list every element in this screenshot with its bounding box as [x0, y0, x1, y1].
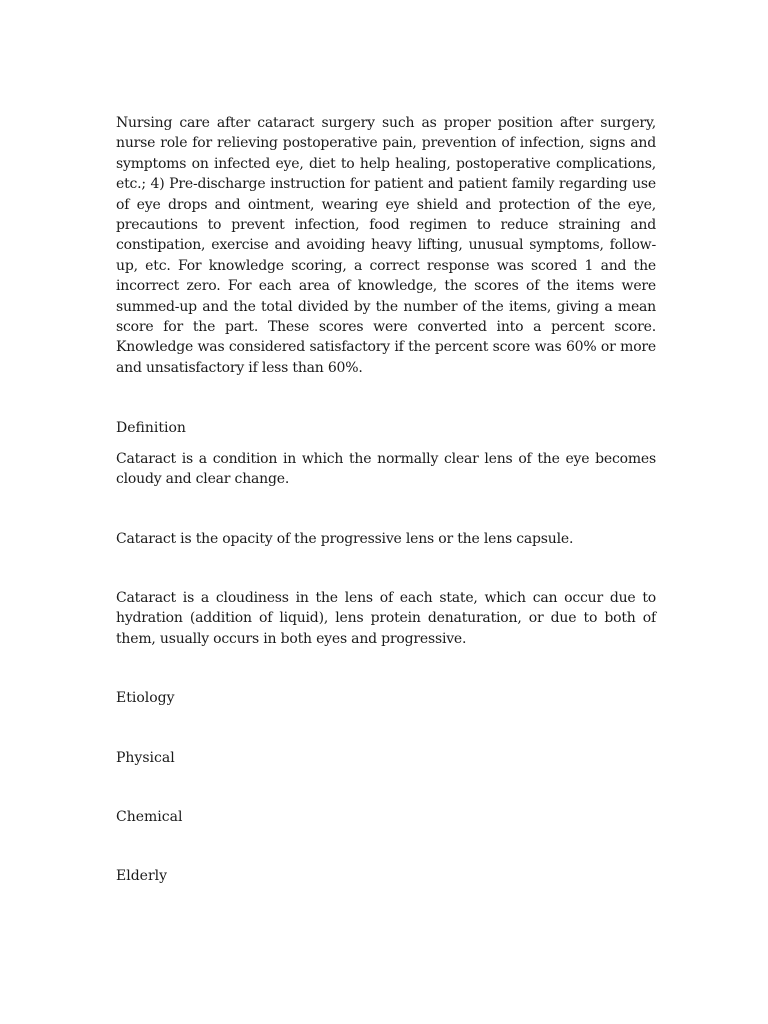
etiology-item-elderly: Elderly: [116, 868, 168, 885]
etiology-item-chemical: Chemical: [116, 808, 183, 825]
definition-paragraph-2: Cataract is the opacity of the progressive lens or the lens capsule.: [116, 530, 574, 547]
definition-heading: Definition: [116, 420, 186, 437]
etiology-item-physical: Physical: [116, 749, 175, 766]
definition-paragraph-1: Cataract is a condition in which the normally clear lens of the eye becomes cloudy and clear change.: [116, 450, 656, 488]
etiology-heading: Etiology: [116, 690, 175, 707]
definition-paragraph-3: Cataract is a cloudiness in the lens of each state, which can occur due to hydration (addition of liquid), lens protein denaturation, or due to both of them, usually occurs in both eyes and progressive.: [116, 589, 656, 647]
document-page: [116, 113, 656, 887]
intro-paragraph: Nursing care after cataract surgery such as proper position after surgery, nurse role for relieving postoperative pain, prevention of infection, signs and symptoms on infected eye, diet to help healing, postoperative complications, etc.; 4) Pre-discharge instruction for patient and patient family regarding use of eye drops and ointment, wearing eye shield and protection of the eye, precautions to prevent infection, food regimen to reduce straining and constipation, exercise and avoiding heavy lifting, unusual symptoms, follow-up, etc. For knowledge scoring, a correct response was scored 1 and the incorrect zero. For each area of knowledge, the scores of the items were summed-up and the total divided by the number of the items, giving a mean score for the part. These scores were converted into a percent score. Knowledge was considered satisfactory if the percent score was 60% or more and unsatisfactory if less than 60%.: [116, 115, 656, 376]
